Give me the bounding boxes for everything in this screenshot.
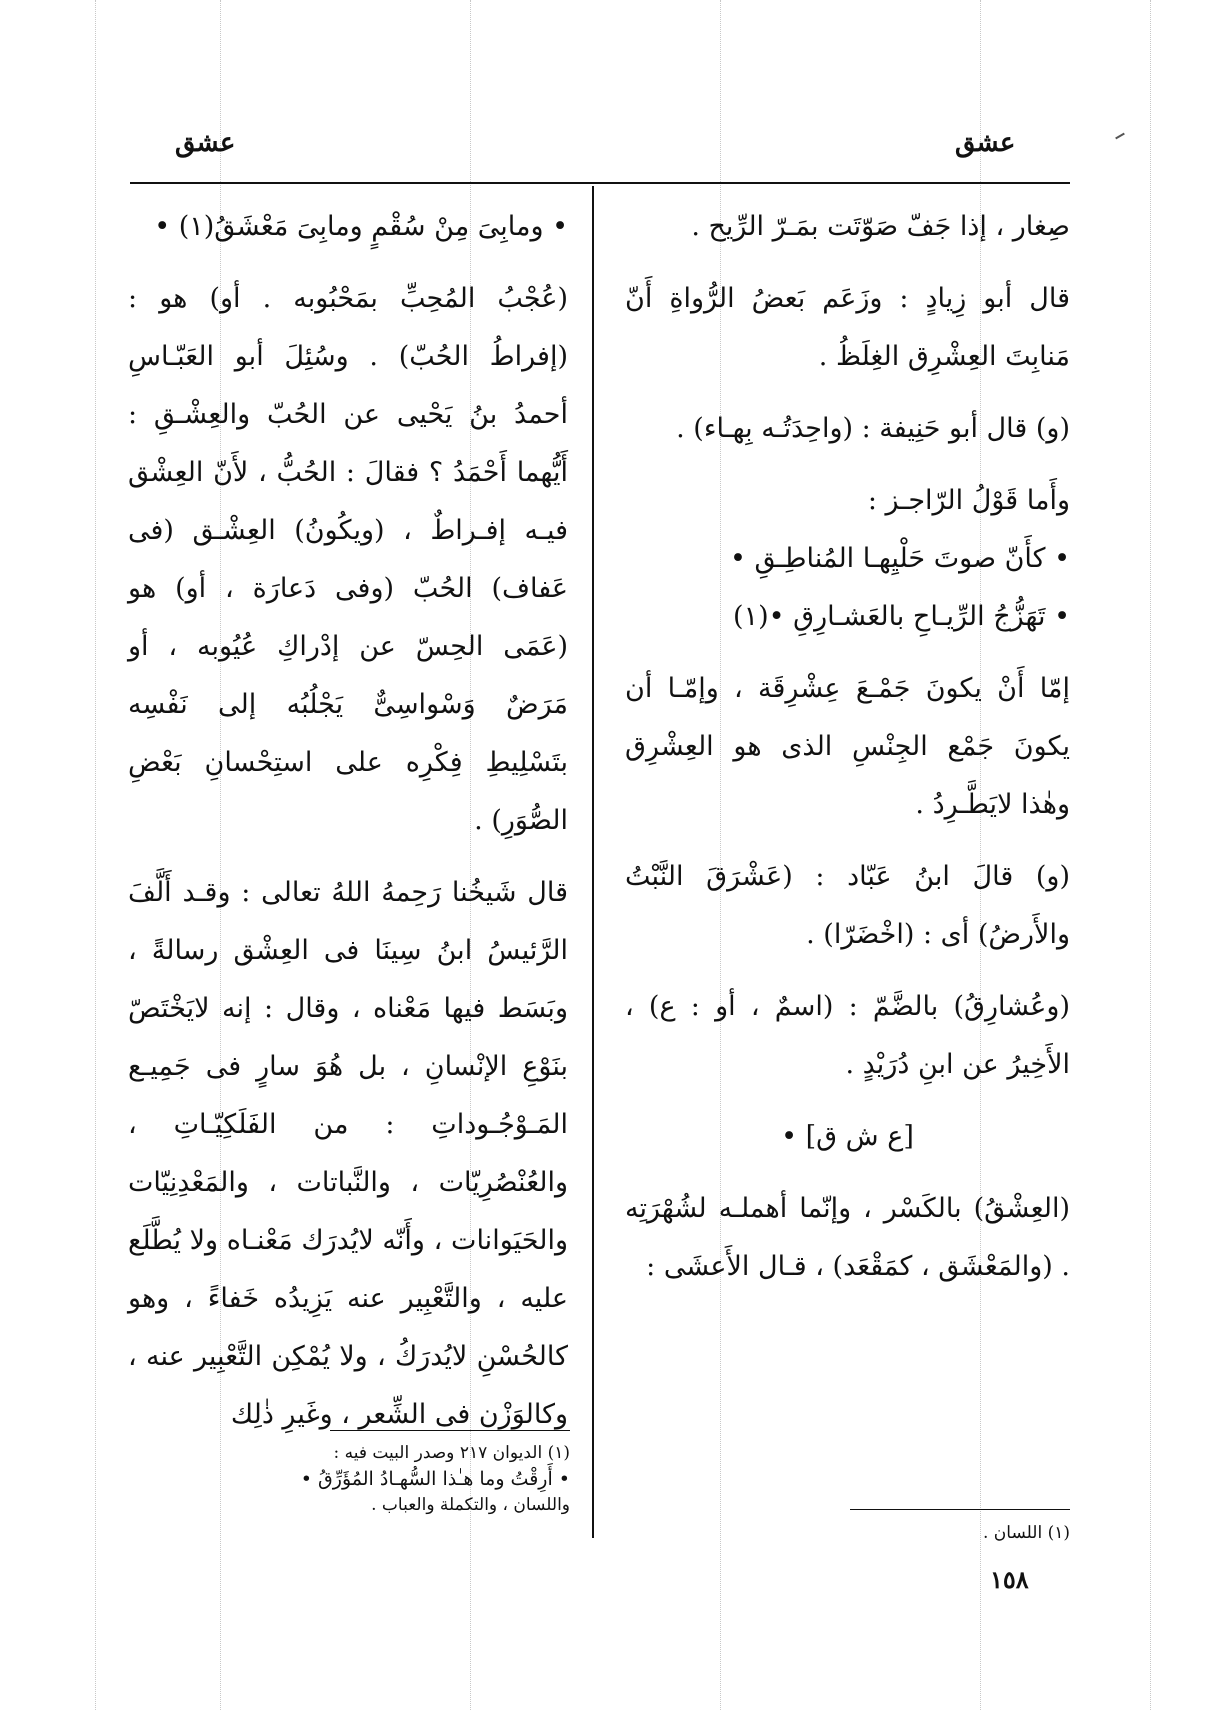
paragraph: قال أبو زِيادٍ : وزَعَم بَعضُ الرُّواةِ أَنّ مَنابِتَ العِشْرِق الغِلَظُ . [625, 283, 1070, 372]
footnote-verse: • أَرِقْتُ وما هـٰذا السُّهـادُ المُؤَرِّقُ • [300, 1468, 570, 1490]
footnote-source: واللسان ، والتكملة والعباب . [371, 1495, 570, 1515]
root-heading: [ع ش ق] • [781, 1121, 914, 1152]
footnotes-left [140, 1440, 570, 1518]
paragraph: قال شَيخُنا رَحِمهُ اللهُ تعالى : وقـد أَلَّفَ الرَّئيسُ ابنُ سِينَا فى العِشْق رسالةً ، وبَسَط فيها مَعْناه ، وقال : إنه لايَخْتَصّ بنَوْعِ الإنْسانِ ، بل هُوَ سارٍ فى جَمِيـع المَـوْجُـوداتِ : من الفَلَكِيّـاتِ ، والعُنْصُرِيّات ، والنَّباتات ، والمَعْدِنِيّات والحَيَوانات ، وأَنّه لايُدرَك مَعْنـاه ولا يُطَّلَع عليه ، والتَّعْبِير عنه يَزِيدُه خَفاءً ، وهو كالحُسْنِ لايُدرَكُ ، ولا يُمْكِن التَّعْبِير عنه ، وكالوَزْن فى الشِّعر ، وغَيرِ ذٰلِك [128, 877, 568, 1430]
footnote: (١) اللسان . [983, 1523, 1070, 1543]
paragraph: وأَما قَوْلُ الرّاجـز : [867, 485, 1070, 516]
scan-mark [1115, 133, 1125, 140]
paragraph: (و) قال أبو حَنِيفة : (واحِدَتُـه بِهـاء) . [676, 413, 1070, 444]
right-column [625, 198, 1070, 1310]
page-number: ١٥٨ [990, 1565, 1029, 1594]
column-divider [592, 186, 594, 1538]
paragraph: (عُجْبُ المُحِبِّ بمَحْبُوبه . أو) هو : (إفراطُ الحُبّ) . وسُئِلَ أبو العَبّـاسِ أحمدُ بنُ يَحْيى عن الحُبّ والعِشْـقِ : أَيُّهما أَحْمَدُ ؟ فقالَ : الحُبُّ ، لأَنّ العِشْق فيـه إفـراطٌ ، (ويكُونُ) العِشْـق (فى عَفاف) الحُبّ (وفى دَعارَة ، أو) هو (عَمَى الحِسّ عن إدْراكِ عُيُوبه ، أو مَرَضٌ وَسْواسِىٌّ يَجْلُبُه إلى نَفْسِه بتَسْلِيطِ فِكْرِه على استِحْسانِ بَعْضِ الصُّوَرِ) . [128, 283, 568, 836]
paragraph: (وعُشارِقُ) بالضَّمّ : (اسمٌ ، أو : ع) ، الأَخِيرُ عن ابنِ دُرَيْدٍ . [625, 991, 1070, 1080]
scan-artifact [95, 0, 96, 1710]
header-rule [130, 182, 1070, 184]
paragraph: (العِشْقُ) بالكَسْر ، وإنّما أهملـه لشُهْرَتِه . (والمَعْشَق ، كمَقْعَد) ، قـال الأَعشَى : [625, 1193, 1070, 1282]
paragraph: (و) قالَ ابنُ عَبّاد : (عَشْرَقَ النَّبْتُ والأَرضُ) أى : (اخْضَرّا) . [625, 861, 1070, 950]
running-head-left: عشق [175, 128, 236, 158]
paragraph: صِغار ، إذا جَفّ صَوّتَت بمَـرّ الرِّيح . [691, 211, 1070, 242]
footnote-right [820, 1520, 1070, 1546]
verse-line: • ومابِىَ مِنْ سُقْمٍ ومابِىَ مَعْشَقُ(١) • [154, 211, 568, 242]
footnote: (١) الديوان ٢١٧ وصدر البيت فيه : [333, 1443, 570, 1463]
verse-line: • كأَنّ صوتَ حَلْيِهـا المُناطِـقِ • [730, 543, 1070, 574]
scan-artifact [1150, 0, 1151, 1710]
footnote-rule [330, 1430, 570, 1431]
verse-line: • تَهَزُّجُ الرِّيـاحِ بالعَشـارِقِ •(١) [733, 601, 1070, 632]
running-head-right: عشق [955, 128, 1016, 158]
left-column [128, 198, 568, 1458]
footnote-rule [850, 1509, 1070, 1510]
paragraph: إمّا أَنْ يكونَ جَمْـعَ عِشْرِقَة ، وإمّـا أن يكونَ جَمْع الجِنْسِ الذى هو العِشْرِق وهٰذا لايَطَّـرِدُ . [625, 673, 1070, 820]
